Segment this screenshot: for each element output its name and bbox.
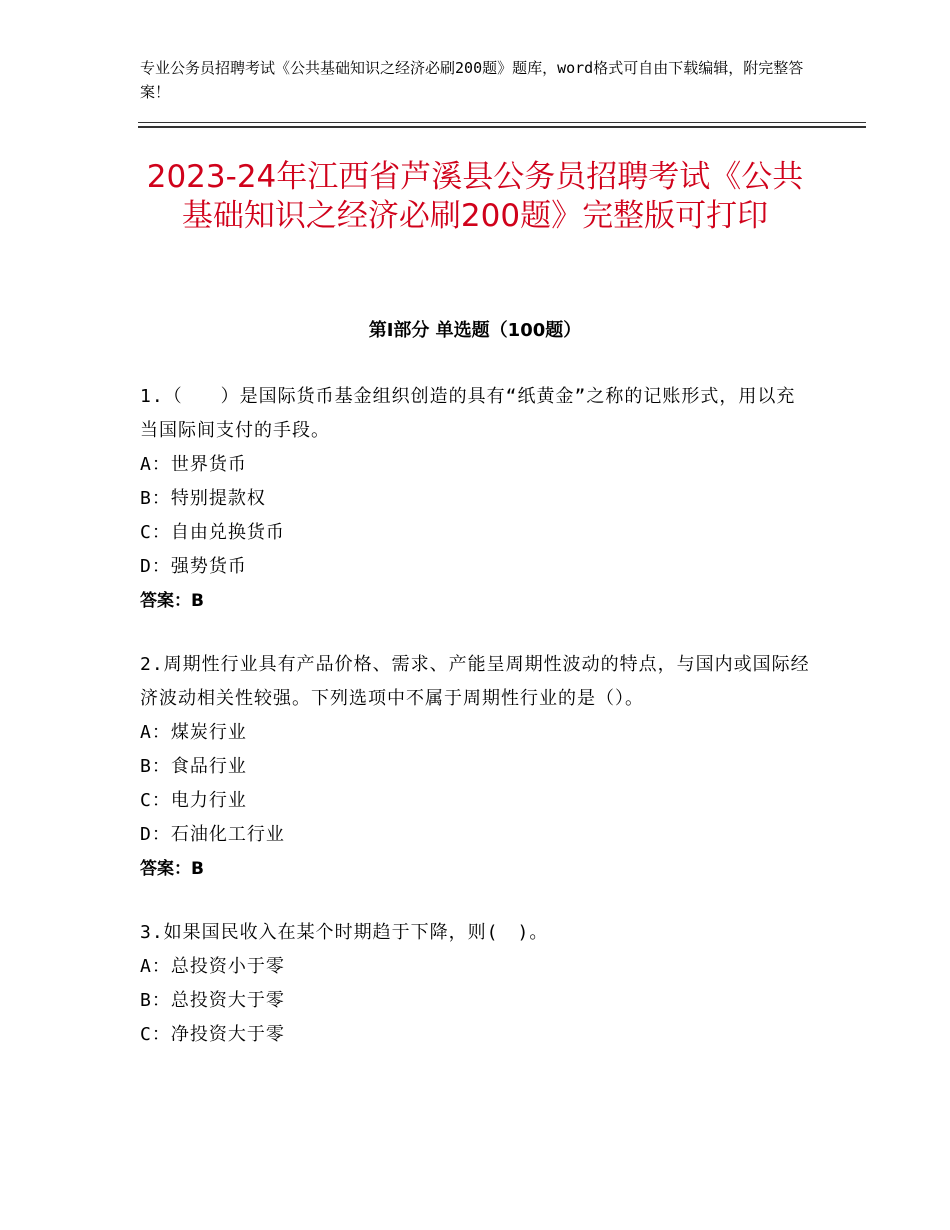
document-title: 2023-24年江西省芦溪县公务员招聘考试《公共基础知识之经济必刷200题》完整版可打印: [146, 159, 804, 234]
option-c: C：电力行业: [140, 790, 247, 811]
question-text: 2.周期性行业具有产品价格、需求、产能呈周期性波动的特点，与国内或国际经济波动相关性较强。下列选项中不属于周期性行业的是（）。: [140, 654, 810, 709]
option-d: D：强势货币: [140, 556, 247, 577]
header-divider-thick: [138, 126, 866, 128]
option-a: A：煤炭行业: [140, 722, 247, 743]
question-text: 3.如果国民收入在某个时期趋于下降，则( )。: [140, 922, 549, 943]
option-b: B：食品行业: [140, 756, 247, 777]
question-1: [140, 380, 810, 618]
option-c: C：净投资大于零: [140, 1024, 285, 1045]
answer-line: 答案：B: [140, 591, 204, 611]
option-c: C：自由兑换货币: [140, 522, 285, 543]
header-note: 专业公务员招聘考试《公共基础知识之经济必刷200题》题库，word格式可自由下载编辑，附完整答案！: [140, 59, 804, 101]
question-text: 1.（ ）是国际货币基金组织创造的具有“纸黄金”之称的记账形式，用以充当国际间支付的手段。: [140, 386, 796, 441]
question-2: [140, 648, 810, 886]
question-3: [140, 916, 810, 1052]
option-a: A：总投资小于零: [140, 956, 285, 977]
answer-line: 答案：B: [140, 859, 204, 879]
section-heading: 第I部分 单选题（100题）: [368, 320, 582, 341]
question-list: [140, 380, 810, 1082]
option-a: A：世界货币: [140, 454, 247, 475]
option-d: D：石油化工行业: [140, 824, 285, 845]
option-b: B：特别提款权: [140, 488, 266, 509]
header-divider-thin: [138, 122, 866, 123]
option-b: B：总投资大于零: [140, 990, 285, 1011]
